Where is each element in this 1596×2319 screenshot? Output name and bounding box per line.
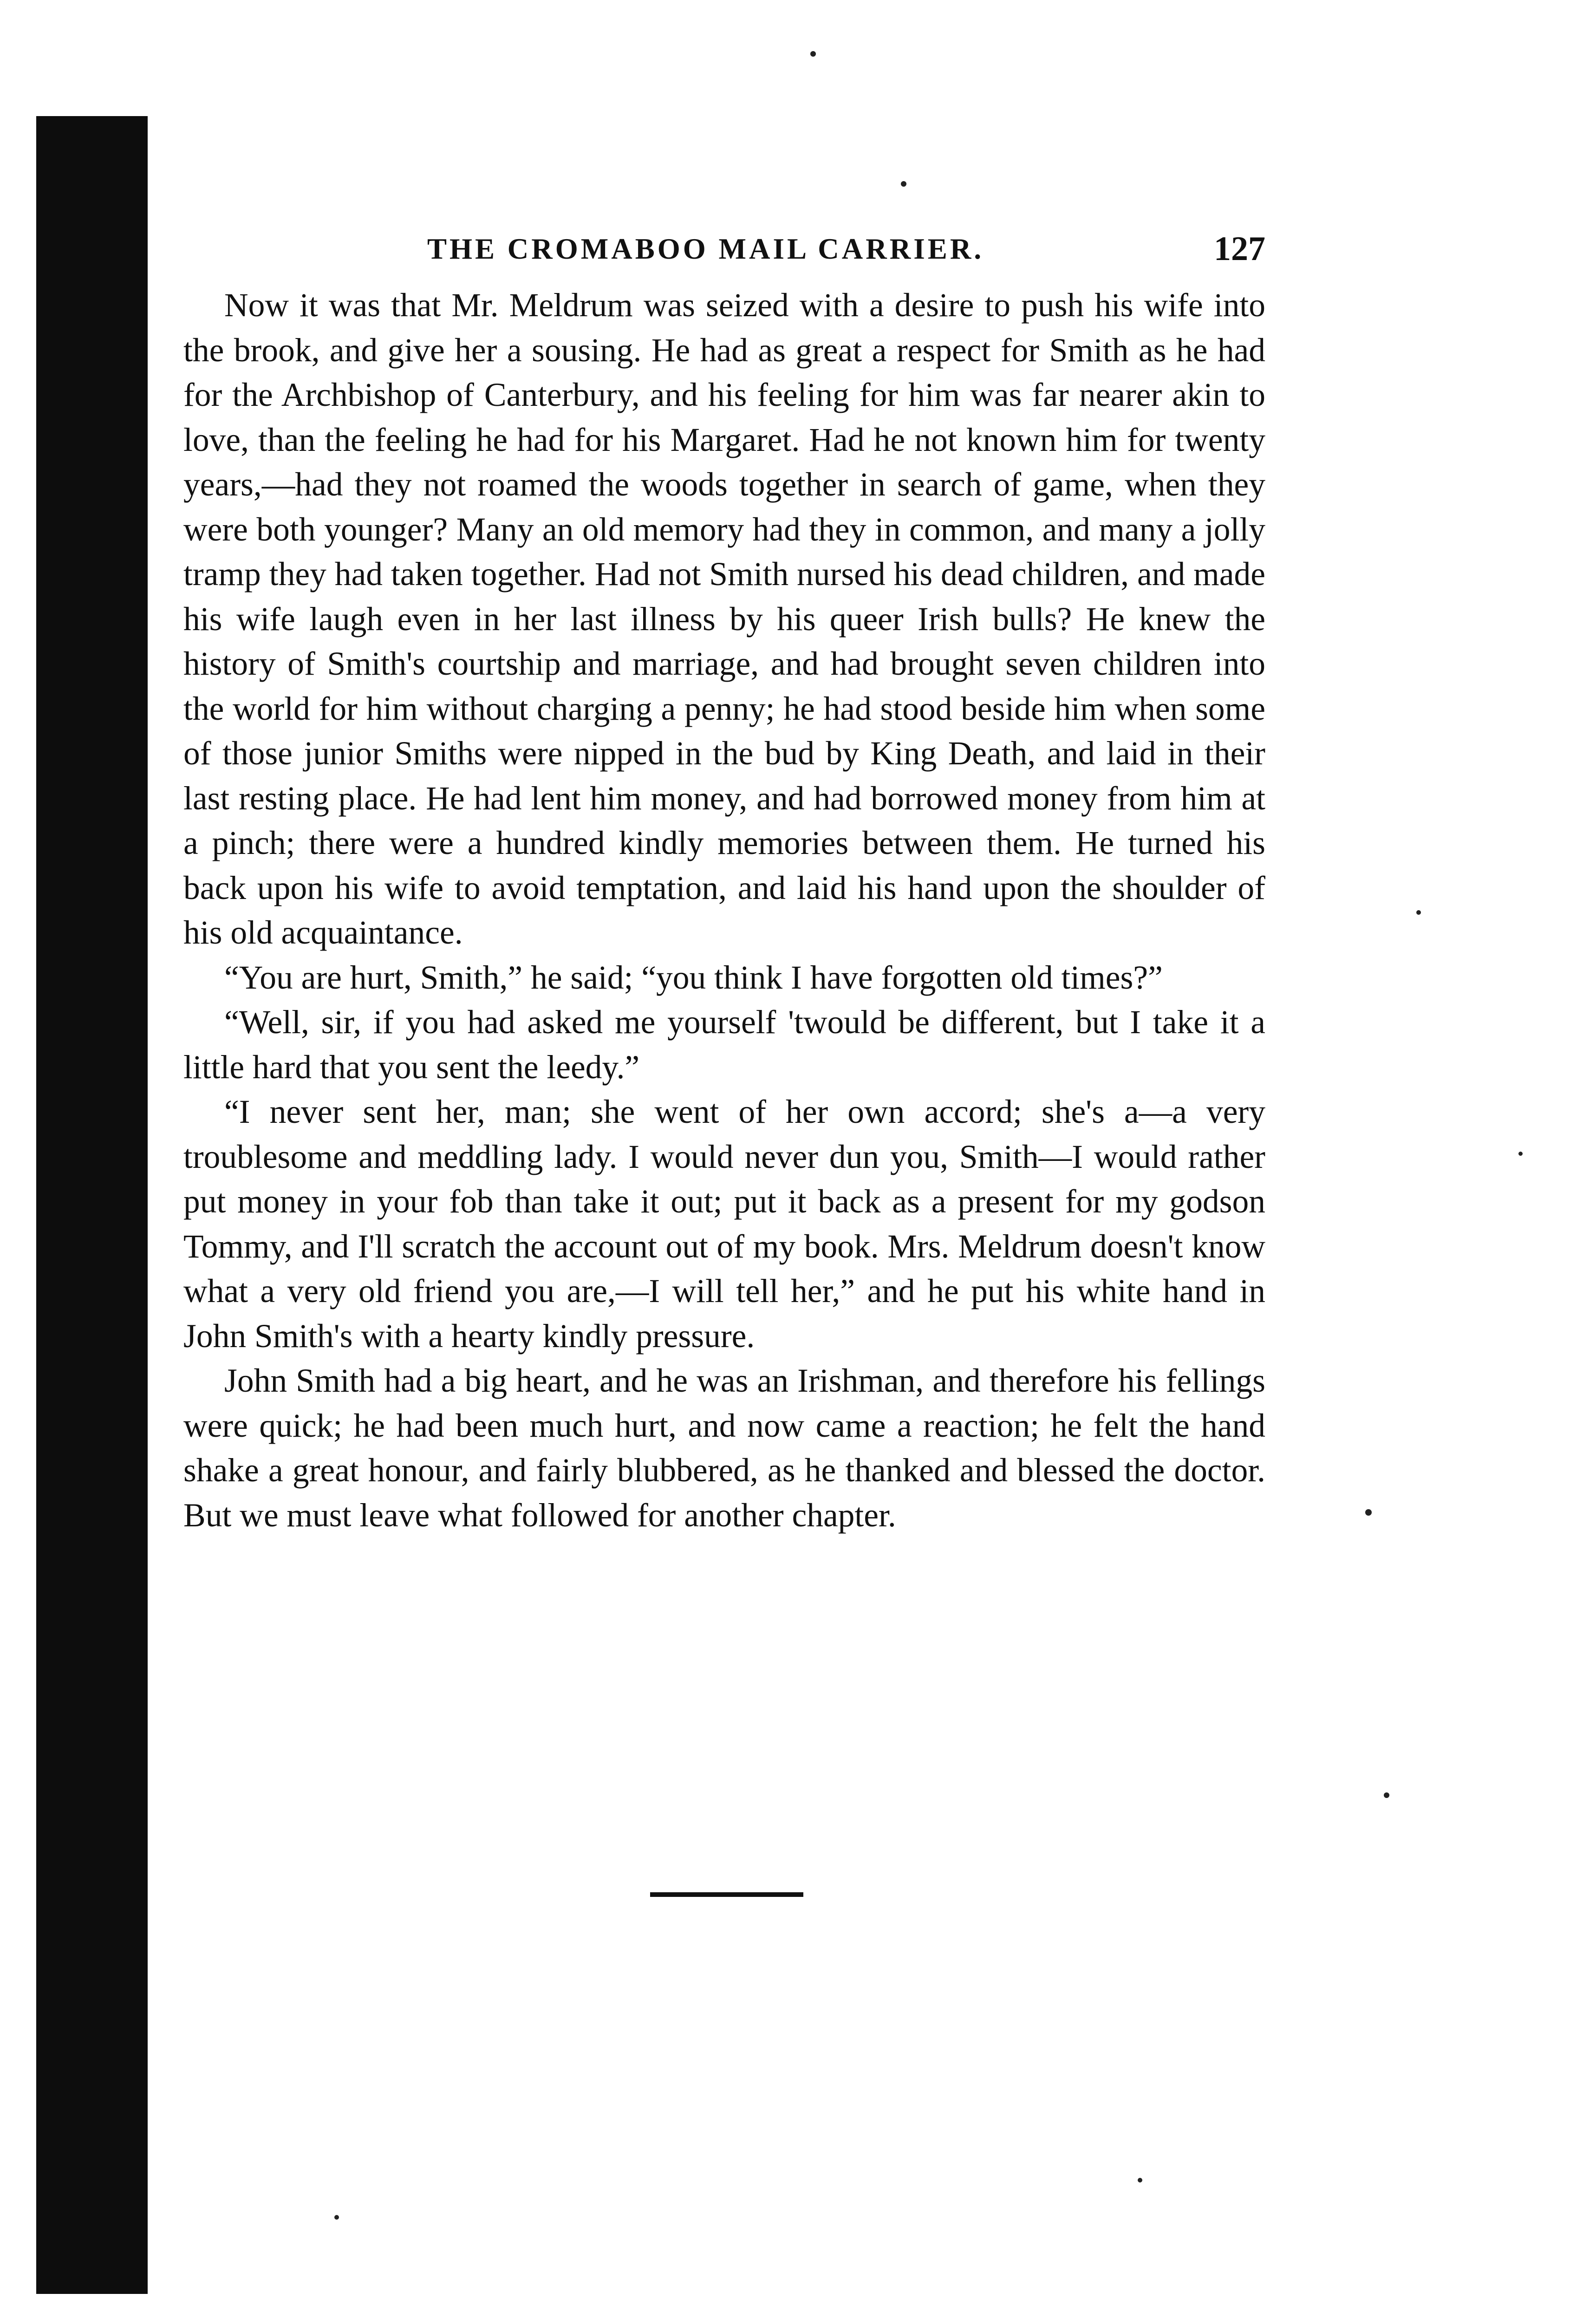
scan-speck <box>810 51 816 57</box>
scan-speck <box>1365 1509 1372 1516</box>
scan-speck <box>1138 2178 1142 2182</box>
scan-speck <box>1518 1152 1523 1156</box>
section-end-rule <box>650 1892 803 1897</box>
paragraph: “Well, sir, if you had asked me yourself 'twould be different, but I take it a little hard that you sent the leedy.” <box>183 1004 1265 1086</box>
body-text <box>183 283 1265 1538</box>
scan-speck <box>334 2215 339 2220</box>
scan-speck <box>901 181 906 187</box>
scan-speck <box>1416 910 1421 915</box>
paragraph: “I never sent her, man; she went of her own accord; she's a—a very troublesome and meddling lady. I would never dun you, Smith—I would rather put money in your fob than take it out; put it back as a present for my godson Tommy, and I'll scratch the account out of my book. Mrs. Meldrum doesn't know what a very old friend you are,—I will tell her,” and he put his white hand in John Smith's with a hearty kindly pressure. <box>183 1094 1265 1355</box>
page-number: 127 <box>1214 230 1265 268</box>
book-page <box>183 223 1265 1538</box>
paragraph: Now it was that Mr. Meldrum was seized with a desire to push his wife into the brook, and give her a sousing. He had as great a respect for Smith as he had for the Archbishop of Canterbury, and his feeling for him was far nearer akin to love, than the feeling he had for his Margaret. Had he not known him for twenty years,—had they not roamed the woods together in search of game, when they were both younger? Many an old memory had they in common, and many a jolly tramp they had taken together. Had not Smith nursed his dead children, and made his wife laugh even in her last illness by his queer Irish bulls? He knew the history of Smith's courtship and marriage, and had brought seven children into the world for him without charging a penny; he had stood beside him when some of those junior Smiths were nipped in the bud by King Death, and laid in their last resting place. He had lent him money, and had borrowed money from him at a pinch; there were a hundred kindly memories between them. He turned his back upon his wife to avoid temptation, and laid his hand upon the shoulder of his old acquaintance. <box>183 287 1265 951</box>
running-head <box>183 223 1265 279</box>
scan-speck <box>1384 1792 1389 1798</box>
paragraph: John Smith had a big heart, and he was an Irishman, and therefore his fellings were quick; he had been much hurt, and now came a reaction; he felt the hand shake a great honour, and fairly blubbered, as he thanked and blessed the doctor. But we must leave what followed for another chapter. <box>183 1362 1265 1534</box>
paragraph: “You are hurt, Smith,” he said; “you think I have forgotten old times?” <box>224 959 1163 996</box>
binding-spine-shadow <box>36 116 148 2294</box>
running-title: THE CROMABOO MAIL CARRIER. <box>427 233 984 265</box>
